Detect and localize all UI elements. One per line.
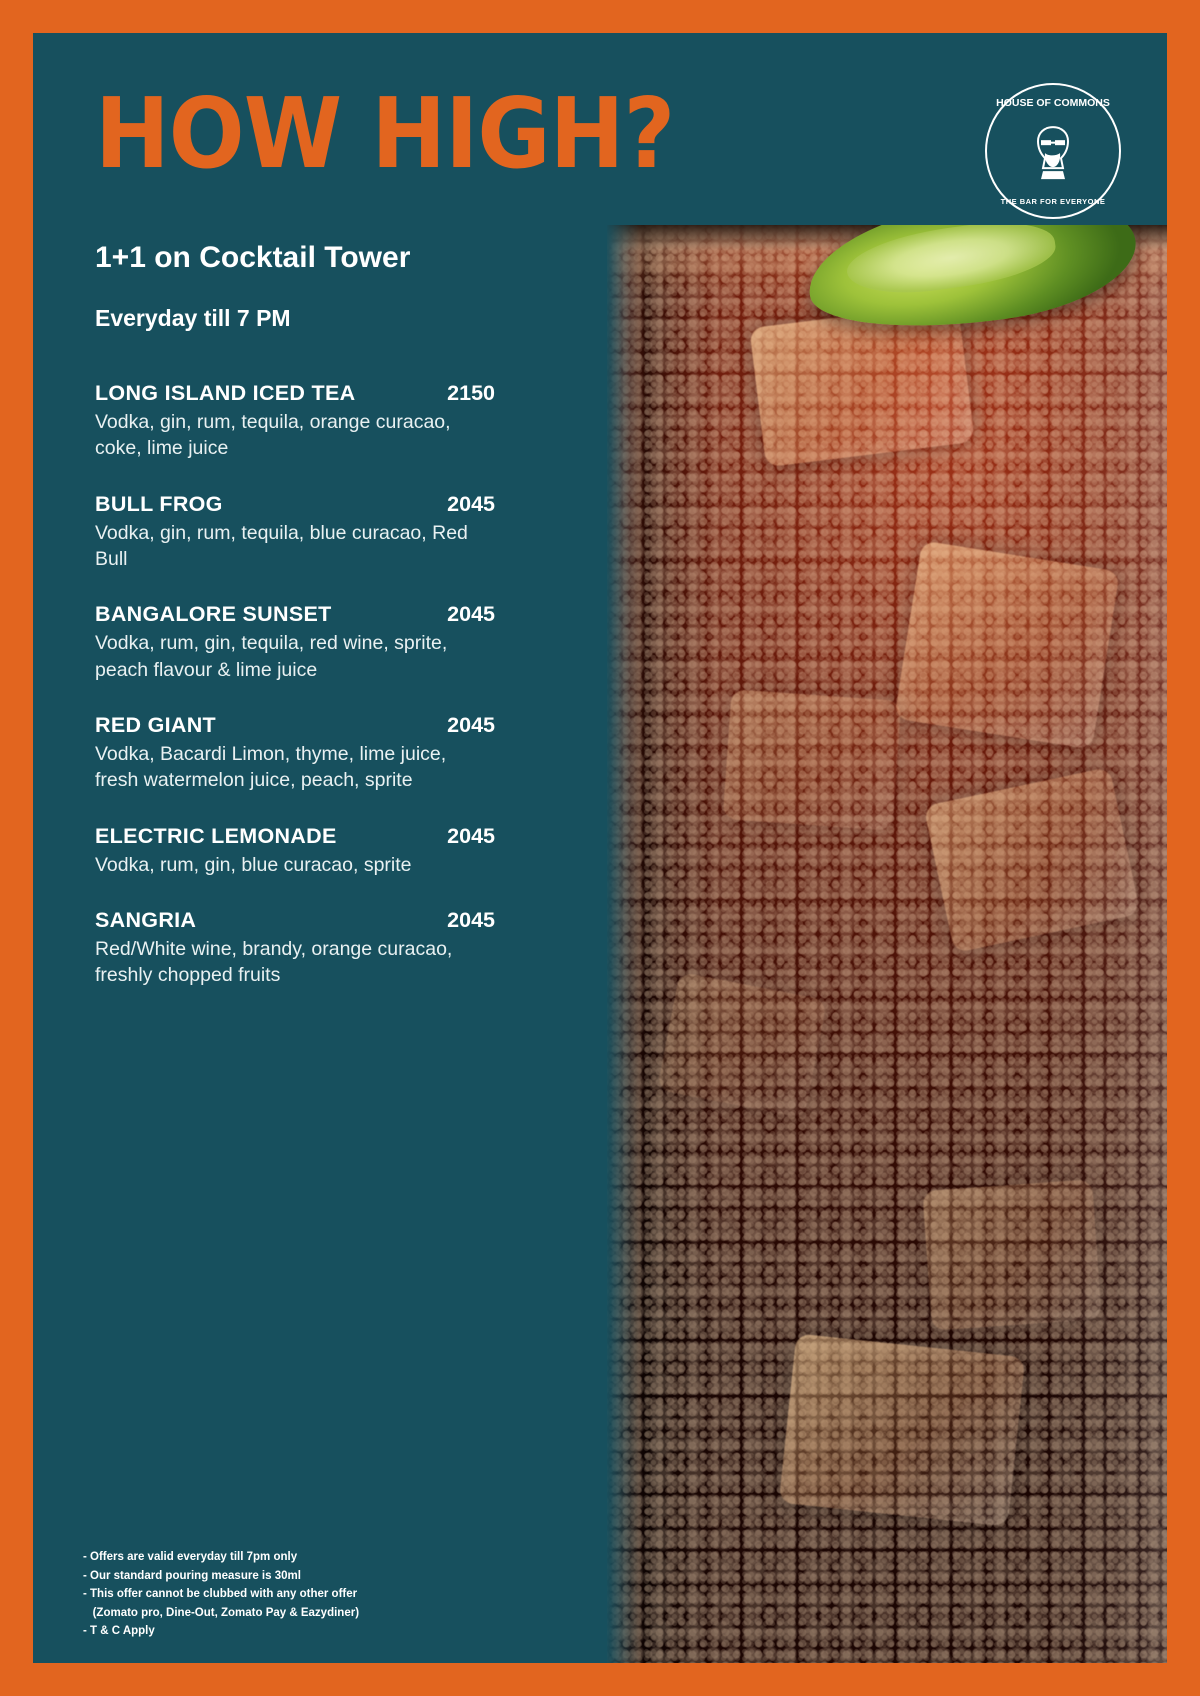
list-item xyxy=(95,602,515,683)
cocktail-description: Red/White wine, brandy, orange curacao, freshly chopped fruits xyxy=(95,937,453,987)
cocktail-price: 2045 xyxy=(447,602,495,627)
list-item-header xyxy=(95,602,495,627)
lime-flesh xyxy=(843,225,1059,302)
bearded-man-face-icon xyxy=(1027,123,1079,181)
list-item xyxy=(95,381,515,462)
cocktail-name: ELECTRIC LEMONADE xyxy=(95,823,337,848)
cocktail-description: Vodka, rum, gin, blue curacao, sprite xyxy=(95,853,412,876)
offer-title: 1+1 on Cocktail Tower xyxy=(95,241,411,274)
cocktail-list xyxy=(95,381,515,1018)
terms-line: - T & C Apply xyxy=(83,1625,155,1638)
cocktail-price: 2150 xyxy=(447,381,495,405)
terms-line: - Offers are valid everyday till 7pm only xyxy=(83,1550,298,1563)
cocktail-description: Vodka, gin, rum, tequila, orange curacao, coke, lime juice xyxy=(95,411,451,460)
list-item-header xyxy=(95,492,495,517)
poster xyxy=(33,33,1167,1663)
list-item-header xyxy=(95,908,495,933)
list-item xyxy=(95,824,515,878)
list-item xyxy=(95,713,515,794)
list-item-header xyxy=(95,824,495,849)
logo-bottom-text: THE BAR FOR EVERYONE xyxy=(1000,197,1106,206)
cocktail-name: BULL FROG xyxy=(95,491,223,516)
cocktail-price: 2045 xyxy=(447,712,495,737)
list-item xyxy=(95,492,515,573)
terms-line: (Zomato pro, Dine-Out, Zomato Pay & Eazydiner) xyxy=(83,1606,360,1619)
terms-line: - This offer cannot be clubbed with any other offer xyxy=(83,1588,358,1601)
cocktail-name: LONG ISLAND ICED TEA xyxy=(95,381,356,405)
cocktail-description: Vodka, Bacardi Limon, thyme, lime juice, fresh watermelon juice, peach, sprite xyxy=(95,742,447,792)
terms-and-conditions xyxy=(83,1548,359,1641)
cocktail-photo xyxy=(607,225,1167,1663)
list-item xyxy=(95,908,515,989)
list-item-header xyxy=(95,381,495,406)
ice-cube xyxy=(779,1333,1026,1526)
ice-cube xyxy=(894,540,1120,749)
brand-logo xyxy=(985,83,1121,219)
cocktail-name: SANGRIA xyxy=(95,907,197,932)
photo-left-fade xyxy=(607,225,653,1663)
ice-cube xyxy=(723,689,902,831)
page-title: HOW HIGH? xyxy=(95,77,675,190)
list-item-header xyxy=(95,713,495,738)
cocktail-description: Vodka, rum, gin, tequila, red wine, sprite, peach flavour & lime juice xyxy=(95,632,448,681)
cocktail-description: Vodka, gin, rum, tequila, blue curacao, Red Bull xyxy=(95,521,468,570)
cocktail-name: BANGALORE SUNSET xyxy=(95,602,332,627)
cocktail-price: 2045 xyxy=(447,907,495,932)
terms-line: - Our standard pouring measure is 30ml xyxy=(83,1569,301,1582)
offer-time: Everyday till 7 PM xyxy=(95,305,291,331)
logo-top-text: HOUSE OF COMMONS xyxy=(996,97,1110,109)
ice-cube xyxy=(749,303,974,468)
ice-cube xyxy=(922,1179,1101,1331)
cocktail-price: 2045 xyxy=(447,491,495,516)
cocktail-name: RED GIANT xyxy=(95,712,216,737)
cocktail-price: 2045 xyxy=(447,823,495,848)
glass-of-cola-image xyxy=(607,225,1167,1663)
